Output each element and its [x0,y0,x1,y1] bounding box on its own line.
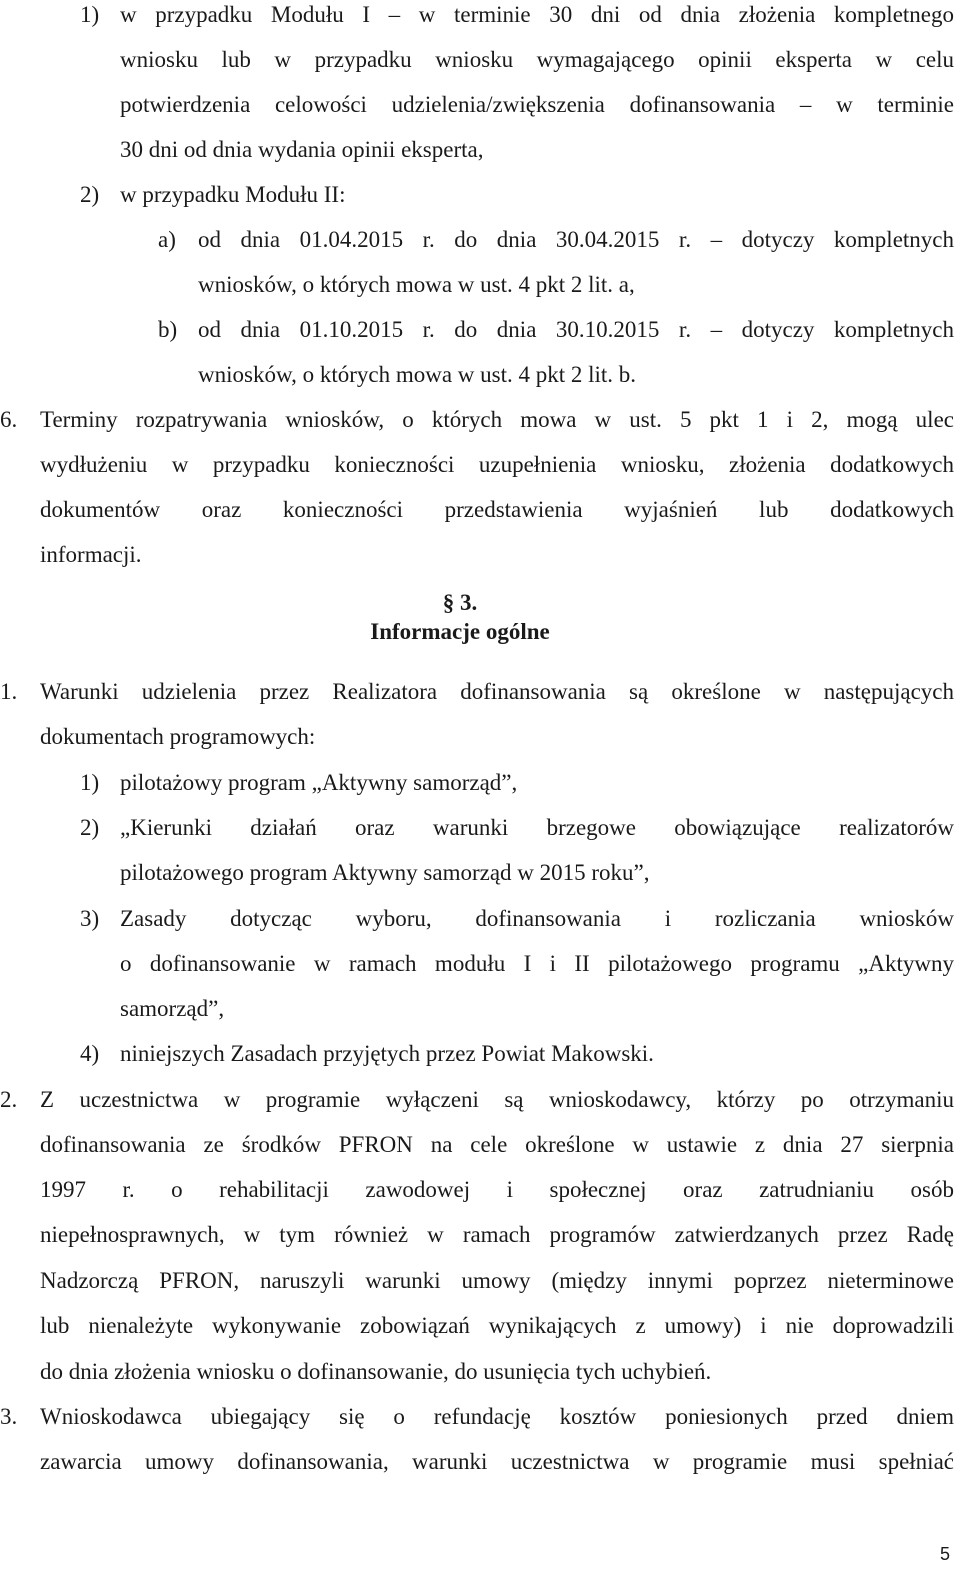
text-line: niepełnosprawnych, w tym również w ramach programów zatwierdzanych przez Radę [40,1222,954,1247]
text-line: Nadzorczą PFRON, naruszyli warunki umowy (między innymi poprzez nieterminowe [40,1268,954,1293]
text-line: o dofinansowanie w ramach modułu I i II pilotażowego programu „Aktywny [120,951,954,976]
list-item [80,813,954,843]
text-line: 30 dni od dnia wydania opinii eksperta, [120,137,484,162]
text-line: w przypadku Modułu II: [120,182,346,207]
list-item [80,1039,654,1069]
text-line: Warunki udzielenia przez Realizatora dofinansowania są określone w następujących [40,679,954,704]
list-item [80,904,954,934]
section-mark: § 3. [442,590,478,615]
text-line: potwierdzenia celowości udzielenia/zwiększenia dofinansowania – w terminie [120,92,954,117]
text-line: wydłużeniu w przypadku konieczności uzupełnienia wniosku, złożenia dodatkowych [40,452,954,477]
list-number: 2) [80,815,100,840]
point-number: 3. [0,1404,18,1429]
text-line: niniejszych Zasadach przyjętych przez Powiat Makowski. [120,1041,654,1066]
point-number: 6. [0,407,18,432]
text-line: wniosków, o których mowa w ust. 4 pkt 2 lit. b. [198,362,637,387]
text-line: od dnia 01.10.2015 r. do dnia 30.10.2015 r. – dotyczy kompletnych [198,317,954,342]
list-item [80,768,517,798]
text-line: „Kierunki działań oraz warunki brzegowe obowiązujące realizatorów [120,815,954,840]
list-item-2 [80,180,346,210]
sub-letter: b) [158,317,178,342]
text-line: dofinansowania ze środków PFRON na cele określone w ustawie z dnia 27 sierpnia [40,1132,954,1157]
list-number: 1) [80,770,100,795]
point-3 [0,1402,954,1432]
text-line: w przypadku Modułu I – w terminie 30 dni od dnia złożenia kompletnego [120,2,954,27]
point-6 [0,405,954,435]
sub-letter: a) [158,227,176,252]
text-line: dokumentach programowych: [40,724,316,749]
text-line: Terminy rozpatrywania wniosków, o których mowa w ust. 5 pkt 1 i 2, mogą ulec [40,407,954,432]
point-1 [0,677,954,707]
point-number: 2. [0,1087,18,1112]
section-title: Informacje ogólne [370,619,550,644]
list-item-1 [80,0,954,30]
list-number: 3) [80,906,100,931]
text-line: samorząd”, [120,996,225,1021]
text-line: dokumentów oraz konieczności przedstawienia wyjaśnień lub dodatkowych [40,497,954,522]
text-line: wniosku lub w przypadku wniosku wymagającego opinii eksperta w celu [120,47,954,72]
sub-item-a [158,225,954,255]
list-number: 1) [80,2,100,27]
sub-item-b [158,315,954,345]
text-line: pilotażowy program „Aktywny samorząd”, [120,770,518,795]
text-line: informacji. [40,542,142,567]
text-line: od dnia 01.04.2015 r. do dnia 30.04.2015 r. – dotyczy kompletnych [198,227,954,252]
text-line: Z uczestnictwa w programie wyłączeni są wnioskodawcy, którzy po otrzymaniu [40,1087,954,1112]
text-line: pilotażowego program Aktywny samorząd w 2015 roku”, [120,860,650,885]
text-line: wniosków, o których mowa w ust. 4 pkt 2 lit. a, [198,272,635,297]
text-line: Zasady dotycząc wyboru, dofinansowania i rozliczania wniosków [120,906,954,931]
text-line: 1997 r. o rehabilitacji zawodowej i społecznej oraz zatrudnianiu osób [40,1177,954,1202]
point-2 [0,1085,954,1115]
list-number: 4) [80,1041,100,1066]
text-line: zawarcia umowy dofinansowania, warunki uczestnictwa w programie musi spełniać [40,1449,954,1474]
point-number: 1. [0,679,18,704]
text-line: do dnia złożenia wniosku o dofinansowanie, do usunięcia tych uchybień. [40,1359,712,1384]
page-number: 5 [939,1544,950,1564]
text-line: Wnioskodawca ubiegający się o refundację kosztów poniesionych przed dniem [40,1404,954,1429]
text-line: lub nienależyte wykonywanie zobowiązań wynikających z umowy) i nie doprowadzili [40,1313,954,1338]
list-number: 2) [80,182,100,207]
